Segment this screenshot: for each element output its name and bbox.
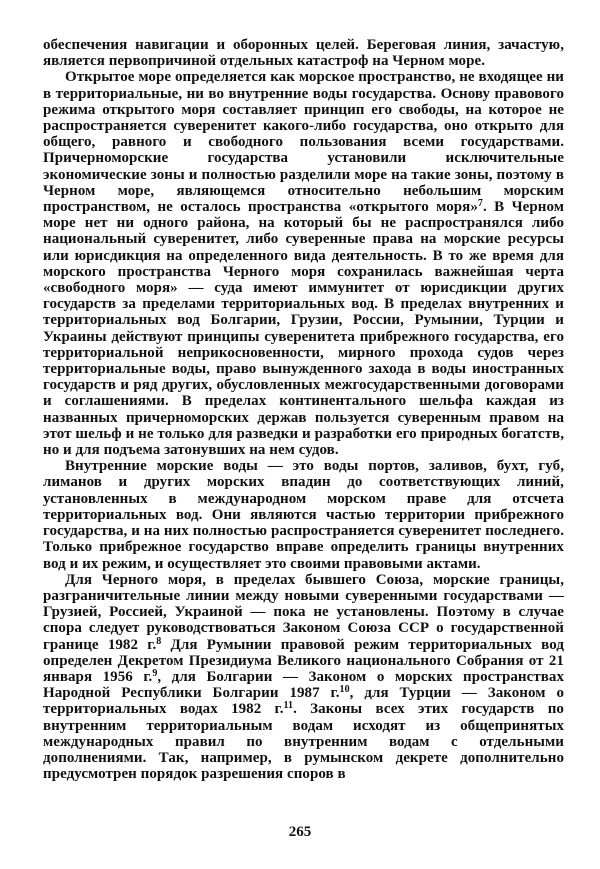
footnote-marker: 9 [152, 667, 158, 679]
text-run: , для Болгарии — Законом о морских пространствах Народной Республики Болгарии 1987 г. [43, 668, 564, 702]
text-run: Открытое море определяется как морское пространство, не входящее ни в территориальные, ни во внутренние воды государства. Основу правового режима открытого моря составляет принцип его свободы, на которое не распространяется суверенитет какого-либо государства, оно открыто для общего, равного и свободного пользования всеми государствами. Причерноморские государства установили исключительные экономические зоны и полностью разделили море на такие зоны, поэтому в Черном море, являющемся относительно небольшим морским пространством, не осталось пространства «открытого моря» [43, 69, 564, 216]
text-run: Для Черного моря, в пределах бывшего Союза, морские границы, разграничительные линии между новыми суверенными государствами — Грузией, Россией, Украиной — пока не установлены. Поэтому в случае спора следует руководствоваться Законом Союза ССР о государственной границе 1982 г. [43, 571, 564, 653]
footnote-marker: 8 [156, 635, 162, 647]
paragraph [43, 458, 564, 571]
text-run: , для Турции — Законом о территориальных водах 1982 г. [43, 685, 564, 718]
paragraph [43, 572, 564, 783]
text-run: Внутренние морские воды — это воды портов, заливов, бухт, губ, лиманов и других морских впадин до соответствующих линий, установленных в международном морском праве для отсчета территориальных вод. Они являются частью территории прибрежного государства, и на них полностью распространяется суверенитет последнего. Только прибрежное государство вправе определить границы внутренних вод и их режим, и осуществляет это своими правовыми актами. [43, 458, 564, 572]
paragraph [43, 37, 564, 69]
footnote-marker: 11 [283, 700, 294, 712]
text-run: обеспечения навигации и оборонных целей. Береговая линия, зачастую, является первопричиной отдельных катастроф на Черном море. [43, 37, 564, 70]
page-number: 265 [288, 824, 312, 840]
footnote-marker: 7 [477, 198, 483, 210]
text-run: Для Румынии правовой режим территориальных вод определен Декретом Президиума Великого национального Собрания от 21 января 1956 г. [43, 636, 564, 685]
text-run: . В Черном море нет ни одного района, на который бы не распространялся либо национальный суверенитет, либо суверенные права на морские ресурсы или юрисдикция на определенного вида деятельность. В то же время для морского пространства Черного моря сохранилась важнейшая черта «свободного моря» — суда имеют иммунитет от юрисдикции других государств за пределами территориальных вод. В пределах внутренних и территориальных вод Болгарии, Грузии, России, Румынии, Турции и Украины действуют принципы суверенитета прибрежного государства, его территориальной неприкосновенности, мирного прохода судов через территориальные воды, право вынужденного захода в воды иностранных государств и ряд других, обусловленных межгосударственными договорами и соглашениями. В пределах континентального шельфа каждая из названных причерноморских держав пользуется суверенным правом на этот шельф и не только для разведки и разработки его природных богатств, но и для подъема затонувших на нем судов. [43, 199, 564, 459]
paragraph [43, 69, 564, 458]
body-text [43, 37, 564, 782]
text-run: . Законы всех этих государств по внутренним территориальным водам исходят из общепринятых международных правил по внутренним водам с отдельными дополнениями. Так, например, в румынском декрете дополнительно предусмотрен порядок разрешения споров в [43, 701, 564, 783]
footnote-marker: 10 [339, 684, 350, 696]
